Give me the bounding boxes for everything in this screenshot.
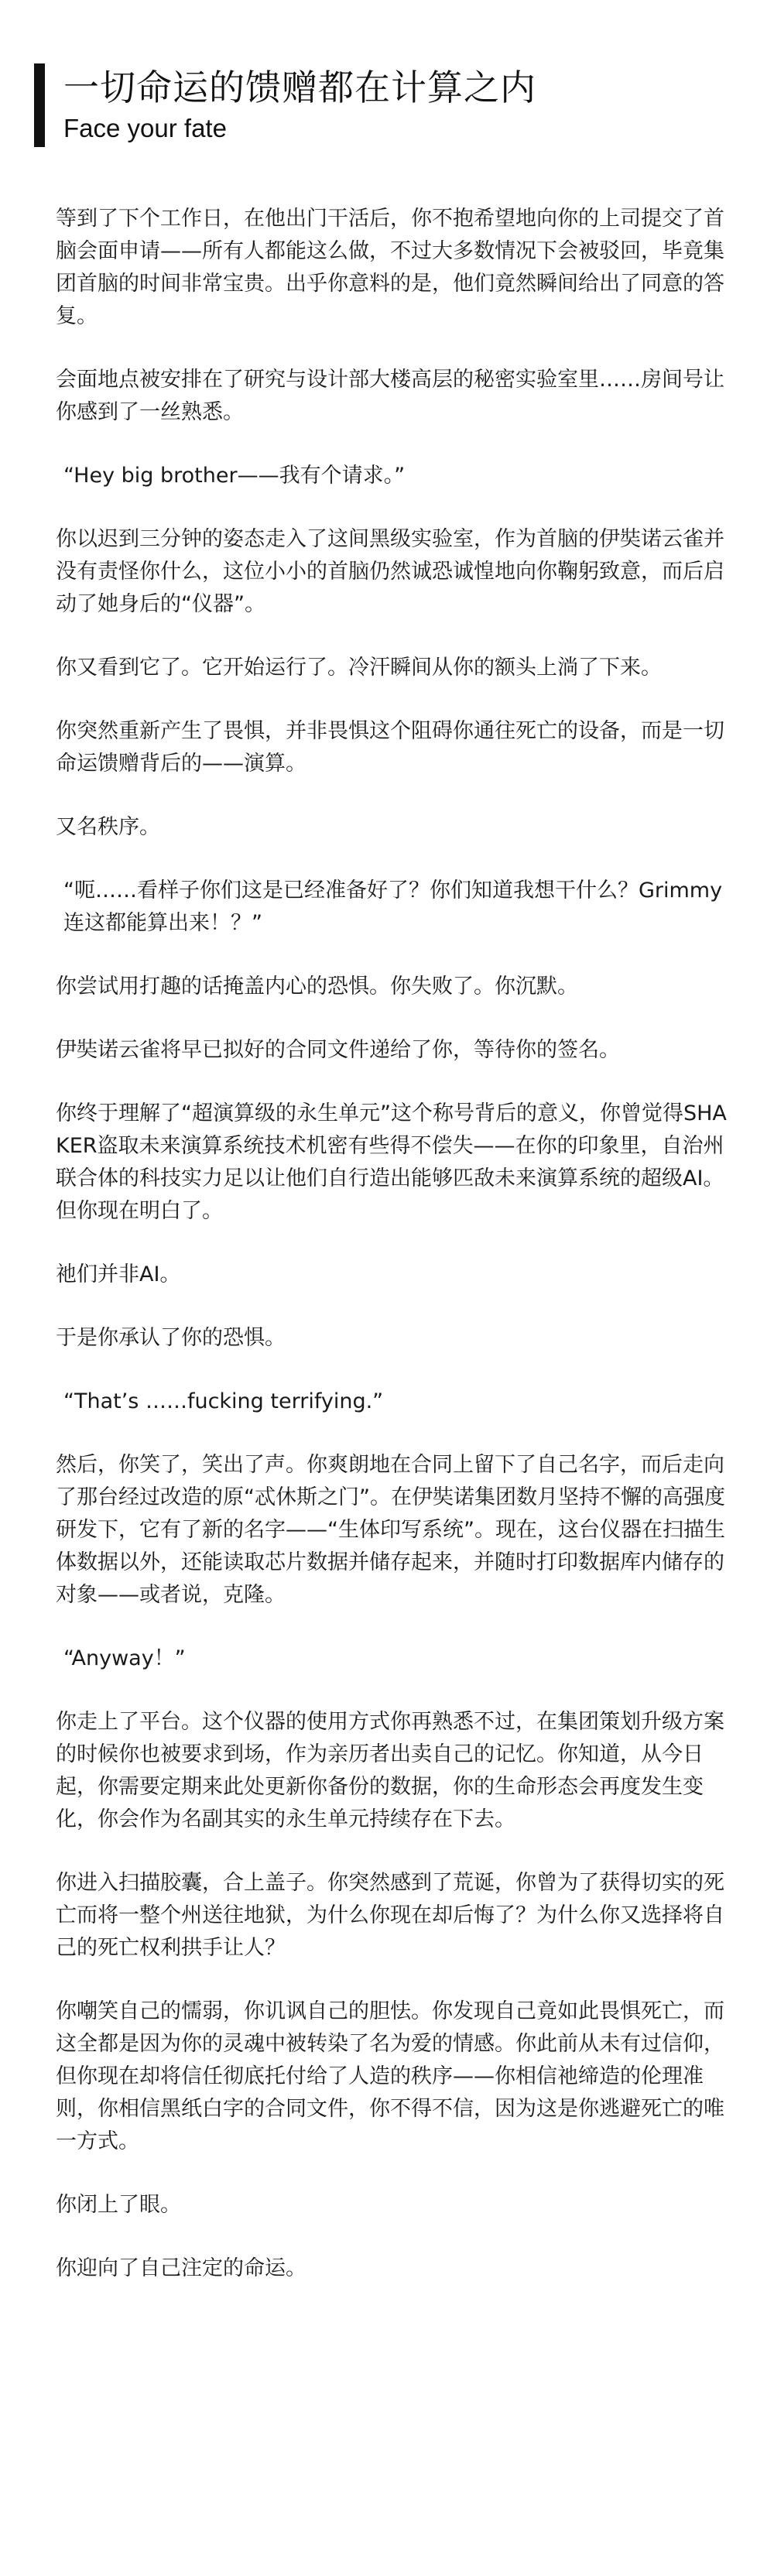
article-title: 一切命运的馈赠都在计算之内 — [63, 67, 536, 108]
paragraph: 你迎向了自己注定的命运。 — [56, 2256, 307, 2280]
dialogue-paragraph: “呃……看样子你们这是已经准备好了？你们知道我想干什么？Grimmy连这都能算出来！？” — [63, 879, 723, 935]
paragraph: 你走上了平台。这个仪器的使用方式你再熟悉不过，在集团策划升级方案的时候你也被要求到场，作为亲历者出卖自己的记忆。你知道，从今日起，你需要定期来此处更新你备份的数据，你的生命形态会再度发生变化，你会作为名副其实的永生单元持续存在下去。 — [56, 1710, 724, 1831]
paragraph: 会面地点被安排在了研究与设计部大楼高层的秘密实验室里……房间号让你感到了一丝熟悉。 — [56, 368, 724, 424]
dialogue-paragraph: “Hey big brother——我有个请求。” — [63, 464, 406, 488]
dialogue-paragraph: “That’s ……fucking terrifying.” — [63, 1389, 384, 1413]
paragraph: 你又看到它了。它开始运行了。冷汗瞬间从你的额头上淌了下来。 — [56, 656, 662, 680]
paragraph: 你嘲笑自己的懦弱，你讥讽自己的胆怯。你发现自己竟如此畏惧死亡，而这全都是因为你的灵魂中被转染了名为爱的情感。你此前从未有过信仰，但你现在却将信任彻底托付给了人造的秩序——你相信祂缔造的伦理准则，你相信黑纸白字的合同文件，你不得不信，因为这是你逃避死亡的唯一方式。 — [56, 1999, 724, 2153]
paragraph: 你尝试用打趣的话掩盖内心的恐惧。你失败了。你沉默。 — [56, 975, 578, 999]
title-accent-bar — [34, 63, 45, 147]
paragraph: 你闭上了眼。 — [56, 2193, 181, 2217]
paragraph: 伊奘诺云雀将早已拟好的合同文件递给了你，等待你的签名。 — [56, 1038, 620, 1062]
article-body — [56, 203, 731, 2316]
paragraph: 祂们并非AI。 — [56, 1262, 181, 1286]
paragraph: 又名秩序。 — [56, 815, 160, 839]
paragraph: 你进入扫描胶囊，合上盖子。你突然感到了荒诞，你曾为了获得切实的死亡而将一整个州送往地狱，为什么你现在却后悔了？为什么你又选择将自己的死亡权利拱手让人？ — [56, 1871, 724, 1960]
paragraph: 你以迟到三分钟的姿态走入了这间黑级实验室，作为首脑的伊奘诺云雀并没有责怪你什么，这位小小的首脑仍然诚恐诚惶地向你鞠躬致意，而后启动了她身后的“仪器”。 — [56, 527, 724, 616]
paragraph: 你突然重新产生了畏惧，并非畏惧这个阻碍你通往死亡的设备，而是一切命运馈赠背后的——演算。 — [56, 719, 724, 776]
paragraph: 然后，你笑了，笑出了声。你爽朗地在合同上留下了自己名字，而后走向了那台经过改造的原“忒休斯之门”。在伊奘诺集团数月坚持不懈的高强度研发下，它有了新的名字——“生体印写系统”。现在，这台仪器在扫描生体数据以外，还能读取芯片数据并储存起来，并随时打印数据库内储存的对象——或者说，克隆。 — [56, 1453, 725, 1607]
paragraph: 你终于理解了“超演算级的永生单元”这个称号背后的意义，你曾觉得SHAKER盗取未来演算系统技术机密有些得不偿失——在你的印象里，自治州联合体的科技实力足以让他们自行造出能够匹敌未来演算系统的超级AI。但你现在明白了。 — [56, 1101, 727, 1223]
dialogue-paragraph: “Anyway！” — [63, 1646, 186, 1670]
article-subtitle: Face your fate — [63, 114, 227, 142]
paragraph: 于是你承认了你的恐惧。 — [56, 1326, 286, 1350]
paragraph: 等到了下个工作日，在他出门干活后，你不抱希望地向你的上司提交了首脑会面申请——所有人都能这么做，不过大多数情况下会被驳回，毕竟集团首脑的时间非常宝贵。出乎你意料的是，他们竟然瞬间给出了同意的答复。 — [56, 207, 724, 328]
